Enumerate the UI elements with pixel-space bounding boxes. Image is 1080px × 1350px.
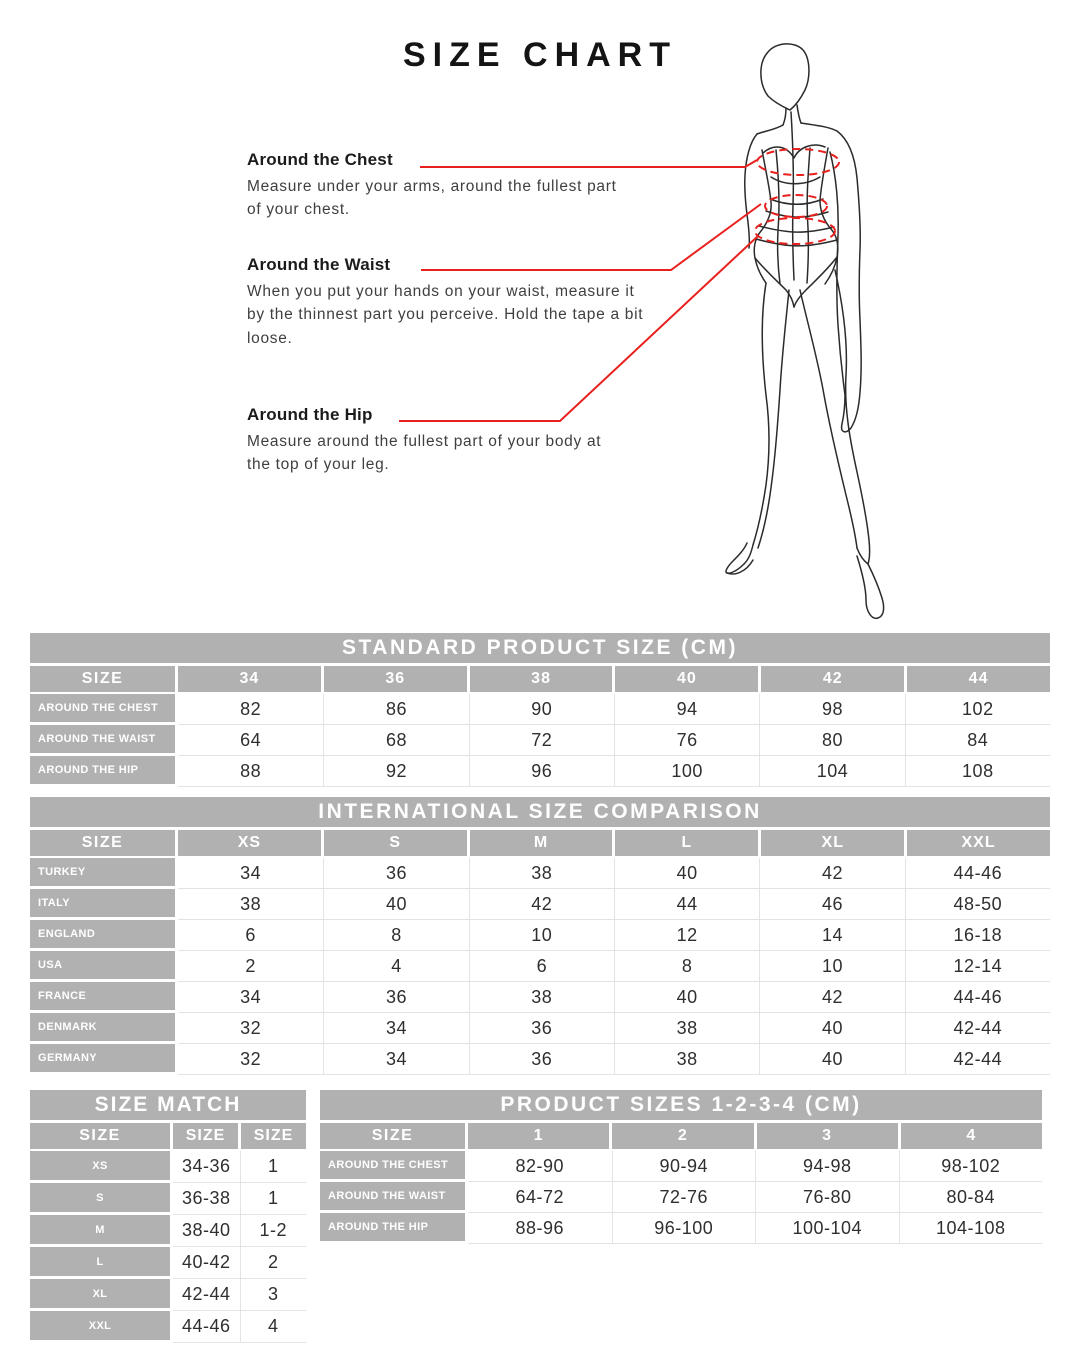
table-row <box>30 858 1050 889</box>
column-header-cell: SIZE <box>241 1123 306 1149</box>
data-cell: 16-18 <box>905 920 1050 950</box>
data-cell: 80 <box>759 725 904 755</box>
row-label-cell: L <box>30 1247 170 1279</box>
data-cell: 90 <box>469 694 614 724</box>
column-header-cell: 44 <box>907 666 1050 692</box>
column-header-cell: XS <box>178 830 321 856</box>
data-cell: 10 <box>759 951 904 981</box>
data-cell: 100-104 <box>755 1213 899 1243</box>
row-label-cell: AROUND THE CHEST <box>320 1151 465 1182</box>
table-size-match <box>30 1090 306 1343</box>
table-title-bar: PRODUCT SIZES 1-2-3-4 (CM) <box>320 1090 1042 1120</box>
row-label-cell: AROUND THE WAIST <box>320 1182 465 1213</box>
data-cell: 10 <box>469 920 614 950</box>
table-row <box>30 1247 306 1279</box>
table-row <box>30 1013 1050 1044</box>
data-cell: 1-2 <box>240 1215 307 1246</box>
table-row <box>30 756 1050 787</box>
data-cell: 1 <box>240 1151 307 1182</box>
data-cell: 82 <box>240 698 262 719</box>
table-title-bar: STANDARD PRODUCT SIZE (CM) <box>30 633 1050 663</box>
data-cell: 42 <box>469 889 614 919</box>
chest-measure-ellipse <box>757 149 839 175</box>
column-header-cell: M <box>470 830 613 856</box>
data-cell: 40-42 <box>181 1252 231 1272</box>
data-cell: 4 <box>240 1311 307 1342</box>
table-header-row <box>320 1123 1042 1149</box>
data-cell: 36 <box>469 1044 614 1074</box>
table-row <box>30 1044 1050 1075</box>
data-cell: 102 <box>905 694 1050 724</box>
table-row <box>30 694 1050 725</box>
data-cell: 88 <box>240 760 262 781</box>
table-header-row <box>30 1123 306 1149</box>
table-header-row <box>30 830 1050 856</box>
data-cell: 96-100 <box>612 1213 756 1243</box>
column-header-cell: SIZE <box>173 1123 238 1149</box>
data-cell: 82-90 <box>515 1155 565 1176</box>
data-cell: 34 <box>240 986 262 1007</box>
column-header-cell: 3 <box>757 1123 898 1149</box>
data-cell: 40 <box>323 889 468 919</box>
data-cell: 34 <box>240 862 262 883</box>
data-cell: 44-46 <box>181 1316 231 1336</box>
table-row <box>30 889 1050 920</box>
table-row <box>30 951 1050 982</box>
table-row <box>30 1311 306 1343</box>
page-title: SIZE CHART <box>403 36 677 74</box>
data-cell: 68 <box>323 725 468 755</box>
row-label-cell: AROUND THE HIP <box>320 1213 465 1244</box>
data-cell: 34-36 <box>181 1156 231 1176</box>
table-row <box>320 1151 1042 1182</box>
callout-waist-body: When you put your hands on your waist, measure it by the thinnest part you perceive. Hold the tape a bit loose. <box>247 283 644 347</box>
figure-outline <box>726 44 884 618</box>
data-cell: 100 <box>614 756 759 786</box>
data-cell: 36 <box>323 982 468 1012</box>
table-title-bar: SIZE MATCH <box>30 1090 306 1120</box>
data-cell: 76 <box>614 725 759 755</box>
column-header-cell: 1 <box>468 1123 609 1149</box>
row-label-cell: USA <box>30 951 175 982</box>
data-cell: 84 <box>905 725 1050 755</box>
data-cell: 42 <box>759 982 904 1012</box>
data-cell: 90-94 <box>612 1151 756 1181</box>
data-cell: 38 <box>240 893 262 914</box>
row-label-cell: TURKEY <box>30 858 175 889</box>
data-cell: 2 <box>240 1247 307 1278</box>
waist-measure-ellipse <box>765 195 827 217</box>
callout-hip-heading: Around the Hip <box>247 405 373 424</box>
row-label-cell: ENGLAND <box>30 920 175 951</box>
data-cell: 64-72 <box>515 1186 565 1207</box>
table-row <box>30 1215 306 1247</box>
data-cell: 42-44 <box>905 1013 1050 1043</box>
data-cell: 44-46 <box>905 982 1050 1012</box>
corner-cell: SIZE <box>30 1123 170 1149</box>
data-cell: 36-38 <box>181 1188 231 1208</box>
data-cell: 12-14 <box>905 951 1050 981</box>
data-cell: 38 <box>614 1013 759 1043</box>
data-cell: 86 <box>323 694 468 724</box>
data-cell: 44 <box>614 889 759 919</box>
column-header-cell: 2 <box>612 1123 753 1149</box>
data-cell: 80-84 <box>899 1182 1043 1212</box>
callout-chest-body: Measure under your arms, around the fullest part of your chest. <box>247 178 617 219</box>
data-cell: 38 <box>469 858 614 888</box>
data-cell: 36 <box>323 858 468 888</box>
data-cell: 3 <box>240 1279 307 1310</box>
data-cell: 72-76 <box>612 1182 756 1212</box>
row-label-cell: AROUND THE CHEST <box>30 694 175 725</box>
data-cell: 104 <box>759 756 904 786</box>
callout-chest <box>247 150 617 222</box>
column-header-cell: XXL <box>907 830 1050 856</box>
row-label-cell: S <box>30 1183 170 1215</box>
row-label-cell: AROUND THE HIP <box>30 756 175 787</box>
column-header-cell: 42 <box>761 666 904 692</box>
table-row <box>30 982 1050 1013</box>
data-cell: 42 <box>759 858 904 888</box>
table-row <box>320 1182 1042 1213</box>
data-cell: 8 <box>614 951 759 981</box>
data-cell: 104-108 <box>899 1213 1043 1243</box>
column-header-cell: 34 <box>178 666 321 692</box>
data-cell: 8 <box>323 920 468 950</box>
row-label-cell: AROUND THE WAIST <box>30 725 175 756</box>
data-cell: 88-96 <box>515 1217 565 1238</box>
table-row <box>320 1213 1042 1244</box>
data-cell: 44-46 <box>905 858 1050 888</box>
row-label-cell: DENMARK <box>30 1013 175 1044</box>
table-standard-product-size <box>30 633 1050 787</box>
callout-waist-heading: Around the Waist <box>247 255 391 274</box>
table-row <box>30 920 1050 951</box>
table-row <box>30 1183 306 1215</box>
row-label-cell: XS <box>30 1151 170 1183</box>
row-label-cell: GERMANY <box>30 1044 175 1075</box>
row-label-cell: ITALY <box>30 889 175 920</box>
data-cell: 12 <box>614 920 759 950</box>
column-header-cell: XL <box>761 830 904 856</box>
table-international-size-comparison <box>30 797 1050 1075</box>
table-title-bar: INTERNATIONAL SIZE COMPARISON <box>30 797 1050 827</box>
data-cell: 72 <box>469 725 614 755</box>
data-cell: 40 <box>759 1013 904 1043</box>
column-header-cell: S <box>324 830 467 856</box>
data-cell: 34 <box>323 1044 468 1074</box>
data-cell: 2 <box>245 955 256 976</box>
row-label-cell: M <box>30 1215 170 1247</box>
data-cell: 4 <box>323 951 468 981</box>
column-header-cell: 40 <box>615 666 758 692</box>
data-cell: 14 <box>759 920 904 950</box>
data-cell: 38 <box>614 1044 759 1074</box>
data-cell: 32 <box>240 1017 262 1038</box>
column-header-cell: L <box>615 830 758 856</box>
data-cell: 40 <box>614 982 759 1012</box>
callout-waist <box>247 255 647 350</box>
table-header-row <box>30 666 1050 692</box>
data-cell: 6 <box>469 951 614 981</box>
data-cell: 40 <box>759 1044 904 1074</box>
corner-cell: SIZE <box>320 1123 465 1149</box>
corner-cell: SIZE <box>30 666 175 692</box>
data-cell: 36 <box>469 1013 614 1043</box>
data-cell: 48-50 <box>905 889 1050 919</box>
table-row <box>30 1151 306 1183</box>
data-cell: 32 <box>240 1048 262 1069</box>
data-cell: 6 <box>245 924 256 945</box>
data-cell: 92 <box>323 756 468 786</box>
data-cell: 42-44 <box>181 1284 231 1304</box>
data-cell: 108 <box>905 756 1050 786</box>
data-cell: 64 <box>240 729 262 750</box>
column-header-cell: 4 <box>901 1123 1042 1149</box>
table-row <box>30 1279 306 1311</box>
hip-measure-ellipse <box>755 218 835 244</box>
data-cell: 98 <box>759 694 904 724</box>
data-cell: 76-80 <box>755 1182 899 1212</box>
data-cell: 94-98 <box>755 1151 899 1181</box>
table-row <box>30 725 1050 756</box>
data-cell: 98-102 <box>899 1151 1043 1181</box>
data-cell: 46 <box>759 889 904 919</box>
row-label-cell: XL <box>30 1279 170 1311</box>
data-cell: 38 <box>469 982 614 1012</box>
callout-hip-body: Measure around the fullest part of your body at the top of your leg. <box>247 433 602 474</box>
column-header-cell: 38 <box>470 666 613 692</box>
callout-chest-heading: Around the Chest <box>247 150 393 169</box>
row-label-cell: FRANCE <box>30 982 175 1013</box>
data-cell: 1 <box>240 1183 307 1214</box>
data-cell: 38-40 <box>181 1220 231 1240</box>
corner-cell: SIZE <box>30 830 175 856</box>
data-cell: 40 <box>614 858 759 888</box>
data-cell: 94 <box>614 694 759 724</box>
data-cell: 34 <box>323 1013 468 1043</box>
callout-hip <box>247 405 627 477</box>
column-header-cell: 36 <box>324 666 467 692</box>
row-label-cell: XXL <box>30 1311 170 1343</box>
data-cell: 96 <box>469 756 614 786</box>
table-product-sizes <box>320 1090 1042 1244</box>
data-cell: 42-44 <box>905 1044 1050 1074</box>
